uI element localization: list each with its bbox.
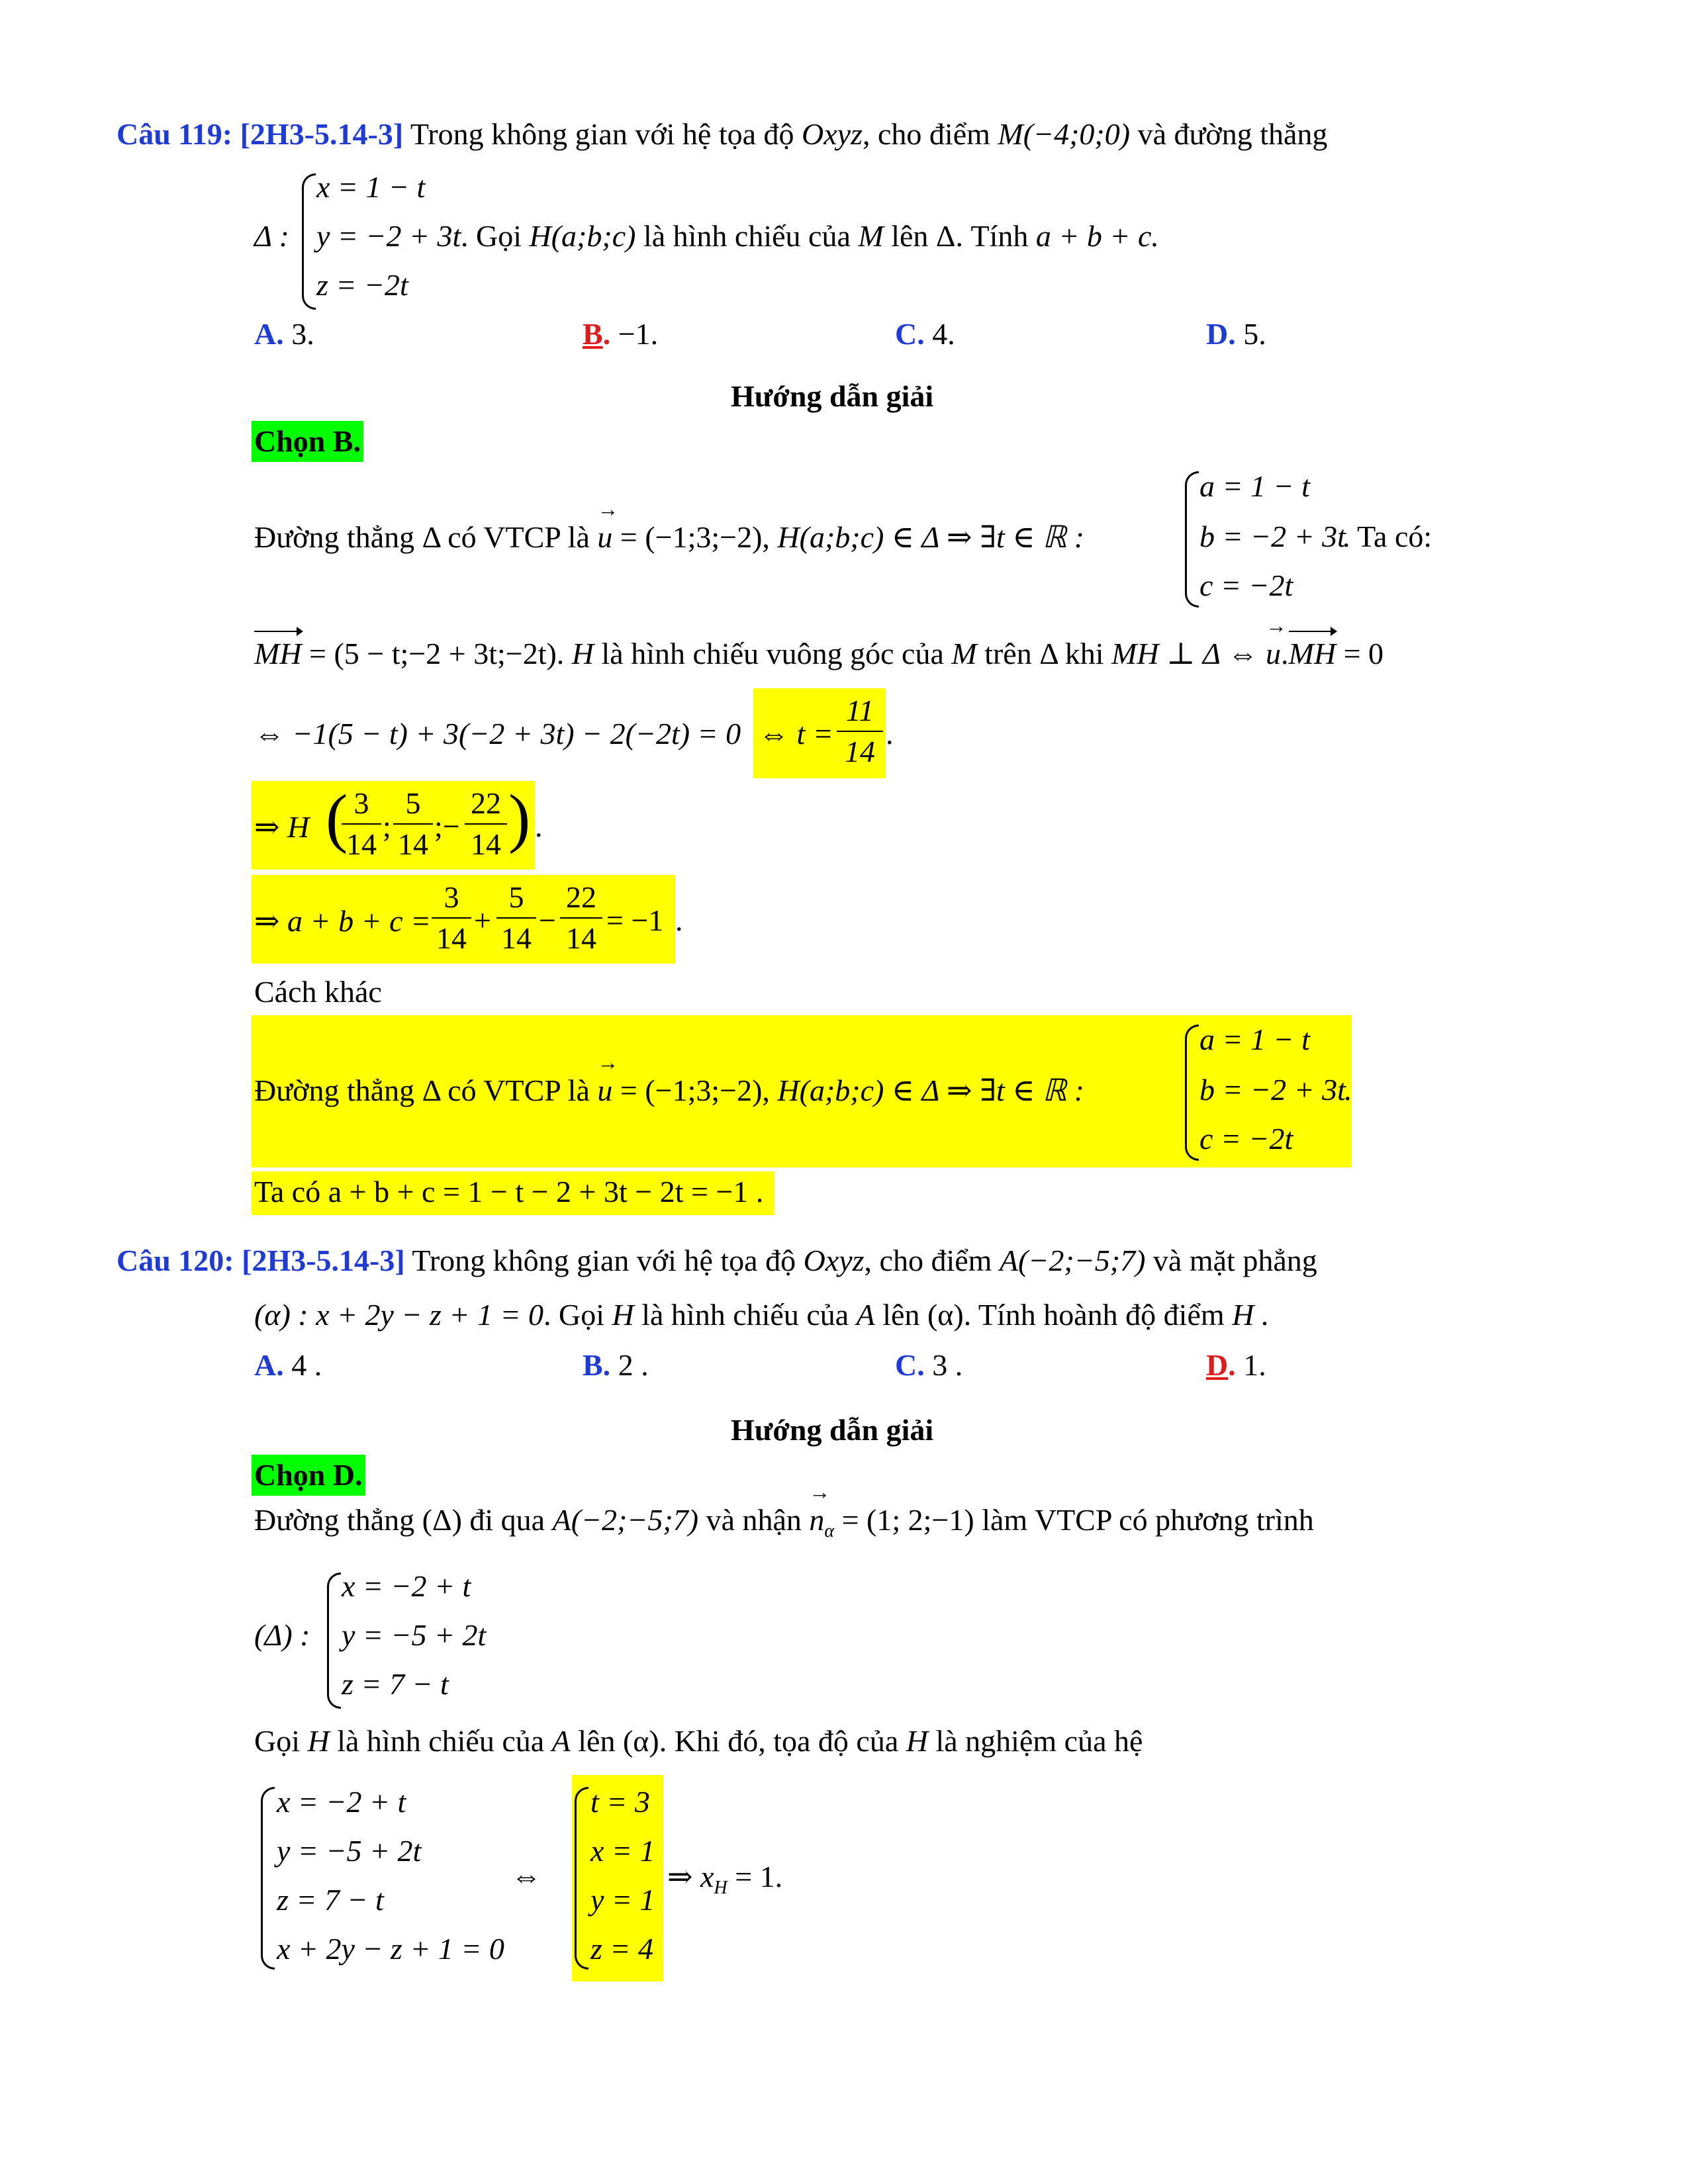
- q119-line1: [254, 519, 1084, 555]
- q119-l3dot: .: [886, 717, 894, 751]
- question-120-header: [117, 1243, 1317, 1278]
- q119-l2d: M: [951, 637, 977, 670]
- q119-stem-c: và đường thẳng: [1137, 117, 1328, 151]
- q119-l5-op-1: −: [539, 903, 556, 937]
- q119-l6sys-2: c = −2t: [1199, 1122, 1293, 1156]
- question-120-label: Câu 120:: [117, 1244, 234, 1277]
- q119-l6d: .: [1344, 1073, 1352, 1107]
- q119-stem-a: Trong không gian với hệ tọa độ: [410, 117, 794, 151]
- q120-option-d-letter: D: [1206, 1348, 1229, 1382]
- q120-option-d-dot: .: [1228, 1348, 1236, 1382]
- q119-l1sys-2: c = −2t: [1199, 569, 1293, 602]
- q119-l5-num-2: 22: [560, 878, 602, 919]
- q119-l4-frac-2: [465, 784, 507, 864]
- q119-stem-e: là hình chiếu của: [643, 219, 851, 253]
- q119-sys-2: z = −2t: [316, 268, 408, 302]
- q119-l2f: MH ⊥ Δ ⇔: [1111, 637, 1258, 670]
- q120-bigsys-1: y = −5 + 2t: [277, 1834, 422, 1868]
- q119-option-d[interactable]: [1206, 316, 1266, 351]
- q119-ask: a + b + c.: [1035, 219, 1159, 253]
- q120-l1e: làm VTCP có phương trình: [982, 1503, 1314, 1537]
- q120-option-a-letter: A.: [254, 1348, 284, 1382]
- q119-t-den: 14: [845, 735, 875, 768]
- q120-stem-c: và mặt phẳng: [1152, 1244, 1317, 1277]
- q119-vector-u: → u: [597, 520, 612, 555]
- q119-l4-lparen: (: [326, 781, 348, 854]
- q120-dsys-2: z = 7 − t: [342, 1667, 449, 1701]
- q119-l4a: ⇒ H: [254, 810, 310, 844]
- q119-stem-d: . Gọi: [461, 219, 522, 253]
- q119-l5-frac-0: [432, 878, 471, 958]
- q119-l1a: Đường thẳng Δ có VTCP là: [254, 520, 590, 554]
- q119-l5-op-0: +: [474, 903, 491, 937]
- q120-l2a: Gọi: [254, 1724, 300, 1758]
- q120-guide-heading: Hướng dẫn giải: [731, 1413, 934, 1447]
- q119-l1sys-1: b = −2 + 3t: [1199, 520, 1346, 553]
- q120-plane: (α) : x + 2y − z + 1 = 0: [254, 1298, 543, 1332]
- q119-l4-frac-1: [393, 784, 433, 864]
- q120-stem-e: là hình chiếu của: [641, 1298, 849, 1332]
- q119-option-c[interactable]: [895, 316, 955, 351]
- q119-option-c-letter: C.: [895, 317, 925, 351]
- q119-option-b[interactable]: [583, 316, 658, 351]
- q120-option-d-text: 1.: [1243, 1348, 1266, 1382]
- q119-option-a-text: 3.: [291, 317, 314, 351]
- q119-line6: [254, 1072, 1084, 1108]
- q119-l2e: trên Δ khi: [984, 637, 1104, 670]
- q120-res: ⇒ x: [667, 1860, 714, 1893]
- q119-l1-brace: [1185, 471, 1199, 608]
- q120-stem-line2: [254, 1297, 1269, 1332]
- q120-option-d[interactable]: [1206, 1347, 1266, 1383]
- q119-l3b: ⇔ t =: [759, 717, 833, 751]
- q119-answer-badge: Chọn B.: [252, 421, 363, 462]
- q119-t-fraction: [837, 691, 883, 772]
- q120-option-c[interactable]: [895, 1347, 962, 1383]
- q119-l2b: H: [571, 637, 594, 670]
- q120-stem-b: , cho điểm: [864, 1244, 992, 1277]
- q119-l4-num-1: 5: [393, 784, 433, 825]
- q119-option-b-text: −1.: [618, 317, 659, 351]
- q119-m: M: [858, 219, 884, 253]
- q119-l4-rparen: ): [508, 781, 531, 854]
- q120-sol-3: z = 4: [590, 1932, 653, 1966]
- q119-sys-1: y = −2 + 3t: [316, 219, 461, 253]
- q119-l2a: = (5 − t;−2 + 3t;−2t).: [309, 637, 565, 670]
- q119-l5-den-2: 14: [566, 921, 596, 955]
- q119-l4-num-0: 3: [342, 784, 381, 825]
- q119-option-c-text: 4.: [932, 317, 955, 351]
- q119-conclusion: Ta có a + b + c = 1 − t − 2 + 3t − 2t = −1 .: [254, 1175, 764, 1208]
- q120-l2b: H: [307, 1724, 330, 1758]
- q119-l5-frac-2: [560, 878, 602, 958]
- q119-line2: [254, 635, 1383, 671]
- q120-option-b[interactable]: [583, 1347, 649, 1383]
- q120-l1a: Đường thẳng (Δ) đi qua: [254, 1503, 545, 1537]
- q119-l6c: H(a;b;c) ∈ Δ ⇒ ∃t ∈ ℝ :: [777, 1073, 1085, 1107]
- q119-l1d: . Ta có:: [1342, 520, 1432, 553]
- q119-l5a: ⇒ a + b + c =: [254, 904, 432, 938]
- q120-a: A: [856, 1298, 875, 1332]
- q120-option-c-text: 3 .: [932, 1348, 963, 1382]
- q120-result: [667, 1858, 782, 1899]
- q120-l2c: là hình chiếu của: [337, 1724, 545, 1758]
- q120-res-val: = 1.: [735, 1860, 783, 1893]
- q119-l5-num-0: 3: [432, 878, 471, 919]
- q120-bigsys-brace: [261, 1787, 275, 1970]
- q120-l2f: H: [906, 1724, 928, 1758]
- q120-dsys-1: y = −5 + 2t: [342, 1618, 487, 1652]
- q119-l4-den-1: 14: [398, 827, 428, 861]
- question-119-header: [117, 116, 1327, 152]
- q120-option-a-text: 4 .: [291, 1348, 322, 1382]
- q119-l6b: = (−1;3;−2),: [620, 1073, 770, 1107]
- q120-l1c: và nhận: [706, 1503, 802, 1537]
- q119-l5-frac-1: [496, 878, 536, 958]
- q119-l2c: là hình chiếu vuông góc của: [601, 637, 944, 670]
- q119-l6sys-1: b = −2 + 3t: [1199, 1073, 1346, 1107]
- q119-l4-sep-1: ;−: [434, 809, 460, 843]
- q120-h: H: [612, 1298, 634, 1332]
- q119-option-a-letter: A.: [254, 317, 284, 351]
- q120-equiv: ⇔: [511, 1859, 541, 1893]
- q119-l1b: = (−1;3;−2),: [620, 520, 770, 554]
- q120-h2: H .: [1232, 1298, 1270, 1332]
- q120-sol-brace: [575, 1787, 588, 1970]
- q120-option-b-letter: B.: [583, 1348, 611, 1382]
- q119-h: H: [529, 219, 551, 253]
- q119-vector-mh-2: MH: [1288, 637, 1336, 670]
- q120-delta-label: (Δ) :: [254, 1618, 310, 1652]
- q119-l4-sep-0: ;: [383, 809, 391, 843]
- q120-dsys-0: x = −2 + t: [342, 1569, 471, 1603]
- q120-sol-1: x = 1: [590, 1834, 655, 1868]
- q120-l2e: lên (α). Khi đó, tọa độ của: [578, 1724, 899, 1758]
- q120-option-c-letter: C.: [895, 1348, 925, 1382]
- q119-l2h: = 0: [1343, 637, 1384, 670]
- q120-oxyz: Oxyz: [803, 1244, 865, 1277]
- q119-l2g: .: [1281, 637, 1289, 670]
- q120-line2: [254, 1723, 1143, 1758]
- q119-l4-frac-0: [342, 784, 381, 864]
- q119-vector-u-3: → u: [597, 1073, 612, 1108]
- question-119-code: [2H3-5.14-3]: [240, 117, 404, 151]
- q120-delta-brace: [327, 1572, 341, 1709]
- q119-option-b-letter: B: [583, 317, 603, 351]
- q119-l1c: H(a;b;c) ∈ Δ ⇒ ∃t ∈ ℝ :: [777, 520, 1085, 554]
- q120-l2d: A: [551, 1724, 571, 1758]
- q119-l1sys-0: a = 1 − t: [1199, 469, 1310, 503]
- q119-line3-equation: ⇔ −1(5 − t) + 3(−2 + 3t) − 2(−2t) = 0: [254, 717, 741, 751]
- q119-brace: [302, 173, 316, 310]
- q120-sol-0: t = 3: [590, 1785, 650, 1819]
- q119-l5-den-1: 14: [501, 921, 532, 955]
- q119-other-method: Cách khác: [254, 975, 382, 1009]
- q119-option-d-letter: D.: [1206, 317, 1236, 351]
- q120-option-b-text: 2 .: [618, 1348, 649, 1382]
- q119-stem-f: lên Δ. Tính: [891, 219, 1029, 253]
- q120-l2g: là nghiệm của hệ: [935, 1724, 1143, 1758]
- q119-l4dot: .: [535, 809, 543, 843]
- q119-sys-0: x = 1 − t: [316, 170, 426, 204]
- q120-vector-n: → n: [809, 1502, 824, 1537]
- q120-stem-f: lên (α). Tính hoành độ điểm: [882, 1298, 1225, 1332]
- q120-l1b: A(−2;−5;7): [552, 1503, 699, 1537]
- q119-l6-brace: [1185, 1024, 1199, 1161]
- q120-answer-badge: Chọn D.: [252, 1455, 365, 1496]
- q120-bigsys-0: x = −2 + t: [277, 1785, 406, 1819]
- q120-point-a: A(−2;−5;7): [999, 1244, 1146, 1277]
- q119-point-m: M(−4;0;0): [998, 117, 1131, 151]
- q119-delta-label: Δ :: [254, 219, 289, 253]
- q120-line1: [254, 1502, 1314, 1542]
- q119-stem-b: , cho điểm: [863, 117, 990, 151]
- q119-vector-mh: MH: [254, 637, 302, 670]
- q120-sol-2: y = 1: [590, 1883, 655, 1917]
- q120-res-sub: H: [714, 1878, 727, 1898]
- q120-stem-a: Trong không gian với hệ tọa độ: [412, 1244, 796, 1277]
- question-120-code: [2H3-5.14-3]: [242, 1244, 405, 1277]
- q120-bigsys-3: x + 2y − z + 1 = 0: [277, 1932, 504, 1966]
- q119-stem-line2: [461, 218, 1159, 253]
- q120-stem-d: . Gọi: [543, 1298, 604, 1332]
- q120-vector-n-sub: α: [824, 1521, 835, 1541]
- q119-l5-den-0: 14: [436, 921, 467, 955]
- q119-oxyz: Oxyz: [802, 117, 863, 151]
- q119-vector-u-2: → u: [1266, 636, 1281, 671]
- q119-option-b-dot: .: [602, 317, 611, 351]
- q119-l4-den-0: 14: [346, 827, 377, 861]
- q119-l6a: Đường thẳng Δ có VTCP là: [254, 1073, 590, 1107]
- q120-l1d: = (1; 2;−1): [841, 1503, 974, 1537]
- q119-habc: (a;b;c): [551, 219, 636, 253]
- q119-l6sys-0: a = 1 − t: [1199, 1023, 1310, 1056]
- q119-l5dot: .: [675, 903, 683, 937]
- q119-l4-den-2: 14: [471, 827, 501, 861]
- q119-option-a[interactable]: [254, 316, 314, 351]
- question-119-label: Câu 119:: [117, 117, 233, 151]
- q120-bigsys-2: z = 7 − t: [277, 1883, 384, 1917]
- q120-option-a[interactable]: [254, 1347, 322, 1383]
- q119-l4-num-2: 22: [465, 784, 507, 825]
- q119-option-d-text: 5.: [1243, 317, 1266, 351]
- q119-guide-heading: Hướng dẫn giải: [731, 379, 934, 413]
- q119-l5b: = −1: [606, 903, 664, 937]
- q119-t-num: 11: [837, 691, 883, 732]
- q119-l5-num-1: 5: [496, 878, 536, 919]
